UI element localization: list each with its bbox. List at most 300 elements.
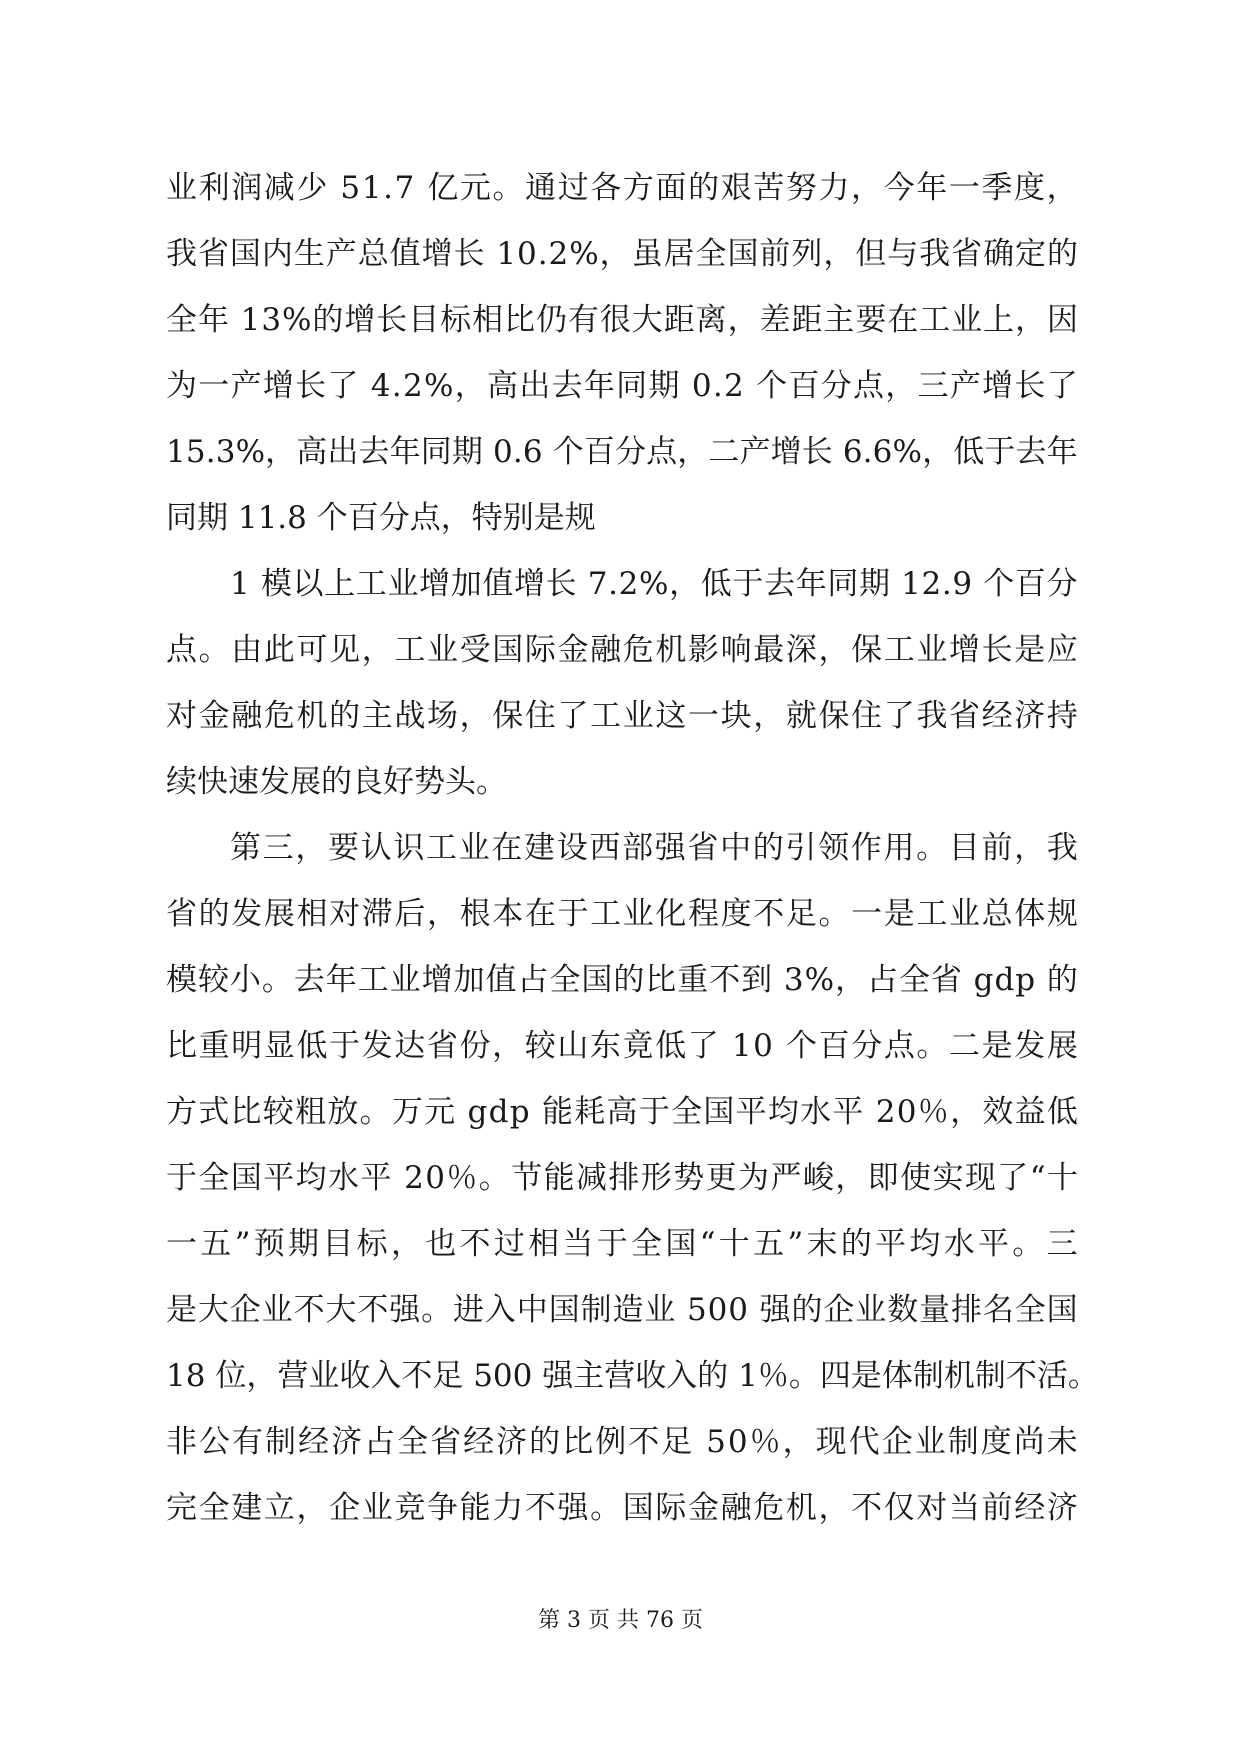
glyph: 不 — [709, 962, 741, 998]
glyph: 3 — [783, 962, 804, 998]
glyph: 度 — [720, 896, 752, 932]
glyph: 。 — [492, 170, 524, 206]
glyph: 使 — [900, 1160, 932, 1196]
glyph: 通 — [525, 170, 557, 206]
glyph: 二 — [708, 434, 740, 470]
glyph: 0 — [753, 1028, 773, 1064]
glyph: 2 — [618, 566, 639, 602]
glyph: 足 — [432, 1358, 464, 1394]
glyph: 3 — [261, 302, 282, 338]
glyph: 低 — [953, 434, 985, 470]
glyph: ％ — [749, 1424, 781, 1460]
glyph: 一 — [198, 368, 230, 404]
glyph: ， — [835, 1160, 867, 1196]
glyph: 不 — [524, 1490, 556, 1526]
glyph: 济 — [496, 1424, 528, 1460]
glyph: 增 — [982, 368, 1014, 404]
glyph: 工 — [883, 632, 915, 668]
glyph — [676, 1288, 686, 1332]
text-line — [166, 364, 1078, 408]
glyph: ， — [459, 698, 491, 734]
glyph: 平 — [263, 1160, 295, 1196]
glyph: 少 — [296, 170, 328, 206]
glyph: 工 — [357, 962, 389, 998]
glyph: ， — [1014, 830, 1046, 866]
glyph: 比 — [504, 302, 536, 338]
glyph: 各 — [590, 170, 622, 206]
glyph: 保 — [851, 632, 883, 668]
glyph: 低 — [1046, 1094, 1078, 1130]
glyph: 到 — [741, 962, 773, 998]
glyph: ， — [599, 236, 631, 272]
glyph: 。 — [359, 1094, 391, 1130]
glyph: 一 — [851, 896, 883, 932]
glyph: 。 — [1067, 1358, 1099, 1394]
glyph: 这 — [655, 698, 687, 734]
glyph: 与 — [887, 236, 919, 272]
glyph: 一 — [166, 1226, 197, 1262]
glyph: 势 — [673, 1160, 705, 1196]
glyph: 排 — [608, 1160, 640, 1196]
glyph — [543, 430, 553, 474]
glyph: ， — [851, 170, 883, 206]
glyph: 大 — [631, 302, 663, 338]
glyph: 对 — [916, 1490, 948, 1526]
glyph: 增 — [949, 632, 980, 668]
glyph: 中 — [516, 1292, 548, 1328]
glyph: 低 — [700, 566, 732, 602]
glyph: 本 — [492, 896, 524, 932]
glyph: 比 — [166, 1028, 197, 1064]
text-line — [166, 298, 1078, 342]
glyph: 我 — [916, 698, 948, 734]
glyph: 持 — [1046, 698, 1078, 734]
glyph — [393, 1156, 403, 1200]
glyph: 尚 — [1013, 1424, 1045, 1460]
glyph: % — [282, 302, 312, 338]
glyph: 小 — [229, 962, 261, 998]
glyph: 的 — [613, 962, 645, 998]
glyph: 生 — [293, 236, 325, 272]
glyph — [577, 562, 587, 606]
glyph: 个 — [756, 368, 788, 404]
glyph: 高 — [606, 1094, 638, 1130]
glyph: 4 — [370, 368, 391, 404]
glyph: 放 — [327, 1094, 359, 1130]
glyph: 业 — [949, 896, 980, 932]
glyph: 。 — [1012, 1226, 1044, 1262]
glyph: 可 — [296, 632, 328, 668]
glyph: 期 — [858, 566, 890, 602]
glyph: 值 — [482, 566, 514, 602]
glyph: . — [537, 236, 548, 272]
glyph: 去 — [764, 566, 796, 602]
glyph: 利 — [198, 170, 230, 206]
glyph: 百 — [583, 434, 615, 470]
glyph — [486, 232, 496, 276]
glyph: 因 — [1046, 302, 1078, 338]
glyph: 发 — [361, 1028, 393, 1064]
glyph: 三 — [262, 830, 294, 866]
glyph: 发 — [231, 896, 263, 932]
glyph: 增 — [421, 236, 453, 272]
glyph: 东 — [589, 1028, 621, 1064]
glyph: 的 — [329, 698, 361, 734]
glyph: . — [383, 170, 393, 206]
glyph: 相 — [296, 896, 328, 932]
glyph: 的 — [791, 1292, 823, 1328]
glyph: 全 — [1014, 1292, 1046, 1328]
glyph: 发 — [1014, 1028, 1046, 1064]
glyph: 二 — [949, 1028, 981, 1064]
glyph: ， — [885, 368, 917, 404]
glyph: 列 — [791, 236, 823, 272]
glyph: 业 — [427, 632, 458, 668]
glyph: 量 — [919, 1292, 951, 1328]
glyph: 元 — [459, 170, 491, 206]
glyph: 定 — [1015, 236, 1047, 272]
glyph: 耗 — [574, 1094, 606, 1130]
glyph: 于 — [329, 1028, 361, 1064]
glyph: 影 — [688, 632, 719, 668]
glyph: 国 — [581, 962, 613, 998]
glyph: ， — [669, 566, 701, 602]
glyph: 峻 — [802, 1160, 834, 1196]
glyph: 展 — [263, 896, 295, 932]
glyph: 国 — [622, 1490, 654, 1526]
glyph: 万 — [391, 1094, 423, 1130]
glyph — [694, 1420, 704, 1464]
glyph: 工 — [919, 302, 951, 338]
glyph: 济 — [1014, 698, 1046, 734]
glyph: 第 — [230, 830, 261, 866]
glyph: 能 — [543, 1160, 575, 1196]
glyph: 加 — [453, 962, 485, 998]
glyph: 重 — [198, 1028, 230, 1064]
glyph: 5 — [687, 1292, 707, 1328]
glyph: 三 — [1046, 1226, 1078, 1262]
glyph: 未 — [1046, 1424, 1078, 1460]
glyph: 国 — [703, 1094, 735, 1130]
glyph: 虽 — [631, 236, 663, 272]
glyph: 。 — [788, 1358, 820, 1394]
glyph: 省 — [930, 962, 962, 998]
glyph: 在 — [491, 830, 523, 866]
glyph: g — [973, 962, 994, 998]
paragraph-first-line — [230, 826, 1078, 870]
glyph: 效 — [982, 1094, 1014, 1130]
glyph: 经 — [298, 1424, 330, 1460]
glyph: 水 — [328, 1160, 360, 1196]
glyph: 经 — [1014, 1490, 1046, 1526]
glyph: 是 — [883, 896, 915, 932]
glyph: 。 — [261, 962, 293, 998]
glyph: 引 — [785, 830, 817, 866]
glyph: 山 — [557, 1028, 589, 1064]
glyph: 收 — [635, 1358, 667, 1394]
glyph: 7 — [394, 170, 415, 206]
glyph: 规 — [1046, 896, 1078, 932]
glyph: 显 — [263, 1028, 295, 1064]
glyph: 省 — [197, 236, 229, 272]
glyph: 一 — [688, 698, 719, 734]
glyph: 0 — [492, 1358, 513, 1394]
glyph: 省 — [430, 1424, 462, 1460]
glyph: 不 — [293, 1292, 325, 1328]
glyph: 。 — [916, 1028, 948, 1064]
glyph: . — [941, 566, 952, 602]
glyph: ” — [787, 1226, 804, 1262]
text-line — [166, 1420, 1078, 1464]
glyph: 的 — [688, 170, 720, 206]
glyph: 面 — [655, 170, 687, 206]
glyph: 距 — [663, 302, 695, 338]
glyph: 比 — [645, 962, 677, 998]
glyph: 三 — [917, 368, 949, 404]
glyph: 去 — [358, 434, 390, 470]
glyph: 产 — [325, 236, 357, 272]
glyph: 业 — [916, 632, 948, 668]
glyph: 1 — [496, 236, 517, 272]
glyph: 百 — [818, 1028, 850, 1064]
glyph: 工 — [426, 830, 458, 866]
glyph: ， — [296, 1490, 328, 1526]
glyph: 分 — [614, 434, 646, 470]
glyph: ， — [246, 1358, 278, 1394]
glyph: 于 — [638, 1094, 670, 1130]
glyph: 体 — [1014, 896, 1046, 932]
glyph: 较 — [197, 962, 229, 998]
glyph: 足 — [661, 1424, 693, 1460]
glyph: 全 — [695, 236, 727, 272]
glyph: 个 — [552, 434, 584, 470]
glyph: 以 — [292, 566, 324, 602]
glyph: 1 — [361, 170, 382, 206]
glyph: 业 — [361, 1490, 393, 1526]
glyph: 国 — [548, 1292, 580, 1328]
glyph: 个 — [983, 566, 1015, 602]
glyph: 要 — [855, 302, 887, 338]
glyph: 0 — [727, 1424, 748, 1460]
glyph: 方 — [622, 170, 654, 206]
paragraph-first-line — [230, 562, 1078, 606]
glyph: 工 — [394, 632, 426, 668]
glyph: 入 — [370, 1358, 402, 1394]
glyph: 分 — [851, 1028, 883, 1064]
glyph: 不 — [1005, 1358, 1037, 1394]
glyph: 融 — [590, 632, 622, 668]
glyph: 均 — [295, 1160, 327, 1196]
glyph: 年 — [197, 302, 229, 338]
glyph: 确 — [983, 236, 1015, 272]
glyph: 了 — [687, 1028, 719, 1064]
glyph: 是 — [166, 1292, 197, 1328]
glyph: 强 — [557, 1490, 589, 1526]
glyph: 年 — [795, 566, 827, 602]
glyph: 业 — [622, 896, 654, 932]
glyph: 全 — [898, 962, 930, 998]
glyph: 不 — [357, 1292, 389, 1328]
glyph: 国 — [230, 1160, 262, 1196]
glyph: 平 — [832, 1094, 864, 1130]
glyph: 金 — [198, 698, 230, 734]
glyph: 强 — [759, 1292, 791, 1328]
glyph: 平 — [978, 1226, 1009, 1262]
glyph: 明 — [231, 1028, 263, 1064]
glyph: 机 — [785, 1490, 817, 1526]
glyph: % — [235, 434, 266, 470]
glyph: 标 — [356, 1226, 388, 1262]
glyph: % — [424, 368, 454, 404]
glyph: 0 — [517, 236, 537, 272]
glyph — [833, 430, 843, 474]
glyph: 2 — [404, 1160, 424, 1196]
glyph: 制 — [912, 1358, 944, 1394]
glyph — [250, 562, 260, 606]
glyph: 金 — [557, 632, 589, 668]
glyph: 期 — [648, 368, 680, 404]
glyph: 竞 — [394, 1490, 426, 1526]
glyph: 现 — [815, 1424, 847, 1460]
text-line: 续快速发展的良好势头。 — [166, 764, 507, 800]
glyph: 四 — [819, 1358, 851, 1394]
glyph: 最 — [753, 632, 785, 668]
glyph: ， — [1015, 302, 1047, 338]
glyph: 式 — [198, 1094, 230, 1130]
glyph: 业 — [458, 830, 490, 866]
glyph: 个 — [785, 1028, 817, 1064]
glyph: 季 — [981, 170, 1013, 206]
glyph: 在 — [887, 302, 919, 338]
glyph: ， — [265, 434, 297, 470]
glyph: 百 — [1014, 566, 1046, 602]
glyph: 高 — [487, 368, 519, 404]
glyph: 比 — [230, 1094, 262, 1130]
glyph: 入 — [484, 1292, 516, 1328]
glyph: 五 — [753, 1226, 785, 1262]
glyph: 金 — [688, 1490, 719, 1526]
glyph: ％ — [917, 1094, 949, 1130]
glyph: 平 — [735, 1094, 767, 1130]
glyph: 点 — [853, 368, 885, 404]
glyph: 相 — [472, 302, 504, 338]
glyph: 年 — [1046, 434, 1078, 470]
glyph: 严 — [770, 1160, 802, 1196]
text-line — [166, 1024, 1078, 1068]
glyph: 长 — [801, 434, 833, 470]
glyph: 达 — [394, 1028, 426, 1064]
glyph: 增 — [419, 566, 451, 602]
glyph: 的 — [1046, 962, 1078, 998]
glyph: 代 — [848, 1424, 880, 1460]
glyph: 于 — [596, 1226, 628, 1262]
glyph: 比 — [562, 1424, 594, 1460]
glyph: ， — [361, 632, 393, 668]
glyph: 企 — [881, 1424, 913, 1460]
glyph: 增 — [770, 434, 802, 470]
glyph: 住 — [851, 698, 883, 734]
glyph: 危 — [753, 1490, 785, 1526]
glyph: 努 — [785, 170, 817, 206]
glyph: 也 — [425, 1226, 457, 1262]
glyph: 我 — [1046, 830, 1078, 866]
glyph — [531, 1090, 541, 1134]
glyph: 设 — [556, 830, 588, 866]
text-line — [166, 1486, 1078, 1530]
glyph: 识 — [393, 830, 425, 866]
glyph: 入 — [666, 1358, 698, 1394]
glyph: 制 — [265, 1424, 297, 1460]
glyph — [973, 562, 983, 606]
glyph: 业 — [166, 170, 197, 206]
glyph: 此 — [263, 632, 295, 668]
glyph: 省 — [166, 896, 197, 932]
glyph: 融 — [720, 1490, 752, 1526]
glyph: 6 — [872, 434, 893, 470]
glyph: 了 — [1046, 368, 1078, 404]
glyph: 。 — [916, 830, 948, 866]
glyph: 滞 — [361, 896, 393, 932]
glyph: 国 — [727, 236, 759, 272]
glyph: 业 — [261, 1292, 293, 1328]
text-line: 同期 11.8 个百分点，特别是规 — [166, 500, 596, 536]
glyph: 全 — [631, 1226, 663, 1262]
glyph: 全 — [549, 962, 581, 998]
glyph: 平 — [360, 1160, 392, 1196]
glyph: 制 — [580, 1292, 612, 1328]
glyph: 。 — [818, 896, 850, 932]
glyph: 点 — [166, 632, 197, 668]
glyph: ， — [753, 698, 785, 734]
glyph: 占 — [364, 1424, 396, 1460]
glyph: ， — [782, 1424, 814, 1460]
glyph: 去 — [293, 962, 325, 998]
glyph: 总 — [357, 236, 389, 272]
glyph: 建 — [524, 830, 556, 866]
glyph: . — [608, 566, 619, 602]
glyph: 方 — [166, 1094, 197, 1130]
glyph: 为 — [738, 1160, 770, 1196]
text-line — [166, 892, 1078, 936]
glyph: 住 — [524, 698, 556, 734]
text-line — [166, 694, 1078, 738]
glyph: 艰 — [720, 170, 752, 206]
glyph: 低 — [655, 1028, 687, 1064]
glyph: 。 — [478, 1160, 510, 1196]
glyph: 均 — [767, 1094, 799, 1130]
glyph: 年 — [583, 368, 615, 404]
glyph: 的 — [312, 302, 344, 338]
glyph: 进 — [453, 1292, 485, 1328]
glyph: 例 — [595, 1424, 627, 1460]
glyph: 国 — [229, 236, 261, 272]
glyph — [416, 166, 426, 210]
glyph: 益 — [1014, 1094, 1046, 1130]
glyph: 全 — [198, 1490, 230, 1526]
glyph: 立 — [263, 1490, 295, 1526]
glyph: 出 — [327, 434, 359, 470]
glyph: 于 — [557, 896, 589, 932]
glyph: 今 — [883, 170, 915, 206]
glyph: 西 — [589, 830, 621, 866]
glyph: 济 — [331, 1424, 363, 1460]
glyph — [230, 298, 240, 342]
glyph: ， — [823, 236, 855, 272]
glyph: 企 — [329, 1490, 361, 1526]
glyph — [745, 364, 755, 408]
glyph: ， — [922, 434, 954, 470]
glyph: 业 — [389, 962, 421, 998]
